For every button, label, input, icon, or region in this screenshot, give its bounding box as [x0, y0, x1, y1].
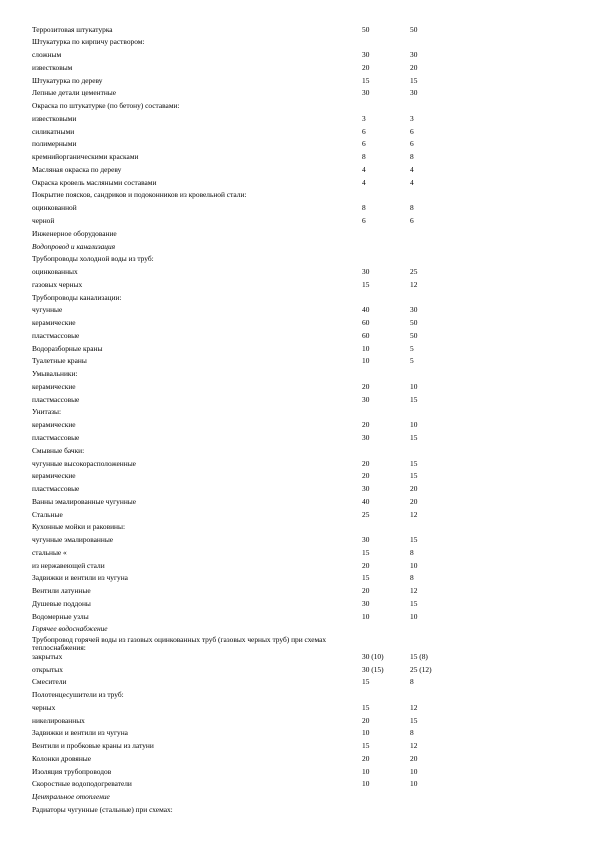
row-label: сложным: [32, 50, 62, 60]
value-column-2: 4: [410, 164, 414, 174]
table-row: [32, 86, 572, 99]
value-column-1: 15: [362, 741, 370, 751]
section-heading-row: [32, 622, 572, 635]
table-row: [32, 701, 572, 714]
table-row: [32, 291, 572, 304]
row-label: черных: [32, 702, 56, 712]
value-column-1: 20: [362, 586, 370, 596]
value-column-1: 20: [362, 560, 370, 570]
value-column-2: 10: [410, 611, 418, 621]
table-row: [32, 508, 572, 521]
value-column-2: 10: [410, 420, 418, 430]
row-label: Изоляция трубопроводов: [32, 766, 112, 776]
value-column-2: 50: [410, 318, 418, 328]
value-column-2: 8: [410, 728, 414, 738]
row-label: пластмассовые: [32, 433, 80, 442]
row-label: Штукатурка по дереву: [32, 75, 103, 85]
row-label: Окраска кровель масляными составами: [32, 177, 157, 187]
row-label: Водомерные узлы: [32, 611, 89, 621]
value-column-1: 4: [362, 164, 366, 174]
value-column-2: 12: [410, 509, 418, 519]
value-column-2: 5: [410, 356, 414, 366]
value-column-1: 30: [362, 484, 370, 494]
table-row: [32, 714, 572, 727]
table-row: [32, 650, 572, 663]
value-column-1: 15: [362, 573, 370, 583]
value-column-1: 30: [362, 267, 370, 277]
table-row: [32, 739, 572, 752]
row-label: пластмассовые: [32, 330, 80, 340]
row-label: полимерными: [32, 139, 77, 149]
row-label: Ванны эмалированные чугунные: [32, 496, 137, 506]
value-column-1: 6: [362, 215, 366, 225]
row-label: Трубопроводы холодной воды из труб:: [32, 254, 154, 264]
table-row: [32, 444, 572, 457]
value-column-1: 30: [362, 535, 370, 545]
table-row: [32, 663, 572, 676]
row-label: закрытых: [32, 651, 63, 661]
value-column-1: 10: [362, 779, 370, 789]
table-row: [32, 457, 572, 470]
row-label: оцинкованных: [32, 267, 78, 277]
value-column-2: 5: [410, 343, 414, 353]
table-row: [32, 520, 572, 533]
value-column-2: 25: [410, 267, 418, 277]
table-row: [32, 176, 572, 189]
table-row: [32, 482, 572, 495]
value-column-2: 12: [410, 741, 418, 751]
value-column-2: 15: [410, 75, 418, 85]
value-column-1: 20: [362, 62, 370, 72]
table-row: [32, 188, 572, 201]
section-heading-row: [32, 240, 572, 253]
value-column-1: 4: [362, 177, 366, 187]
value-column-1: 25: [362, 509, 370, 519]
table-row: [32, 597, 572, 610]
row-label: Смывные бачки:: [32, 445, 85, 455]
table-row: [32, 112, 572, 125]
row-label: Умывальники:: [32, 369, 78, 379]
value-column-1: 20: [362, 381, 370, 391]
row-label: известковым: [32, 62, 73, 72]
value-column-1: 30: [362, 50, 370, 60]
row-label: из нержавеющей стали: [32, 560, 105, 570]
value-column-1: 20: [362, 420, 370, 430]
value-column-1: 10: [362, 611, 370, 621]
value-column-2: 4: [410, 177, 414, 187]
row-label: керамические: [32, 381, 76, 391]
row-label: Трубопровод горячей воды из газовых оцинкованных труб (газовых черных труб) при схемах теплоснабжения:: [32, 634, 327, 653]
value-column-2: 8: [410, 573, 414, 583]
table-row: [32, 137, 572, 150]
value-column-2: 12: [410, 586, 418, 596]
value-column-1: 30: [362, 433, 370, 442]
table-row: [32, 227, 572, 240]
table-row: [32, 393, 572, 406]
value-column-1: 30 (10): [362, 651, 384, 661]
value-column-2: 10: [410, 766, 418, 776]
value-column-1: 20: [362, 458, 370, 468]
value-column-1: 60: [362, 318, 370, 328]
value-column-1: 6: [362, 139, 366, 149]
value-column-2: 30: [410, 88, 418, 98]
row-label: Вентили и пробковые краны из латуни: [32, 741, 154, 751]
table-row: [32, 469, 572, 482]
row-label: керамические: [32, 420, 76, 430]
row-label: чугунные высокорасположенные: [32, 458, 136, 468]
row-label: черной: [32, 215, 55, 225]
row-label: газовых черных: [32, 279, 83, 289]
row-label: Задвижки и вентили из чугуна: [32, 728, 128, 738]
table-row: [32, 316, 572, 329]
row-label: Террозитовая штукатурка: [32, 24, 113, 34]
row-label: Инженерное оборудование: [32, 228, 117, 238]
row-label: Вентили латунные: [32, 586, 91, 596]
row-label: Центральное отопление: [32, 792, 110, 802]
table-row: [32, 150, 572, 163]
row-label: чугунные: [32, 305, 63, 315]
table-row: [32, 675, 572, 688]
value-column-1: 50: [362, 24, 370, 34]
table-row: [32, 201, 572, 214]
value-column-1: 60: [362, 330, 370, 340]
row-label: Трубопроводы канализации:: [32, 292, 122, 302]
row-label: Полотенцесушители из труб:: [32, 690, 124, 700]
row-label: Покрытие поясков, сандриков и подоконников из кровельной стали:: [32, 190, 247, 200]
value-column-2: 15: [410, 433, 418, 442]
value-column-2: 15: [410, 598, 418, 608]
row-label: Окраска по штукатурке (по бетону) составами:: [32, 101, 180, 111]
table-row: [32, 74, 572, 87]
value-column-1: 15: [362, 75, 370, 85]
table-row: [32, 367, 572, 380]
value-column-1: 40: [362, 305, 370, 315]
value-column-2: 15 (8): [410, 651, 428, 661]
row-label: Радиаторы чугунные (стальные) при схемах:: [32, 804, 173, 814]
value-column-1: 15: [362, 702, 370, 712]
value-column-2: 30: [410, 305, 418, 315]
row-label: пластмассовые: [32, 394, 80, 404]
table-row: [32, 354, 572, 367]
table-row: [32, 380, 572, 393]
table-row: [32, 252, 572, 265]
table-row: [32, 431, 572, 444]
table-row: [32, 546, 572, 559]
row-label: Лепные детали цементные: [32, 88, 117, 98]
value-column-1: 15: [362, 547, 370, 557]
value-column-2: 20: [410, 62, 418, 72]
table-row: [32, 48, 572, 61]
table-row: [32, 777, 572, 790]
value-column-2: 20: [410, 496, 418, 506]
table-row: [32, 265, 572, 278]
table-row: [32, 99, 572, 112]
value-column-2: 12: [410, 702, 418, 712]
value-column-1: 10: [362, 766, 370, 776]
row-label: известковыми: [32, 113, 77, 123]
table-row: [32, 765, 572, 778]
table-row: [32, 495, 572, 508]
table-row: [32, 125, 572, 138]
table-row: [32, 634, 572, 653]
value-column-2: 20: [410, 484, 418, 494]
row-label: Водопровод и канализация: [32, 241, 116, 251]
row-label: Кухонные мойки и раковины:: [32, 522, 126, 532]
value-column-2: 20: [410, 753, 418, 763]
table-row: [32, 688, 572, 701]
value-column-2: 10: [410, 560, 418, 570]
value-column-2: 15: [410, 535, 418, 545]
table-row: [32, 278, 572, 291]
service-life-table: [32, 23, 572, 816]
value-column-1: 3: [362, 113, 366, 123]
value-column-1: 30 (15): [362, 664, 384, 674]
value-column-2: 8: [410, 203, 414, 213]
row-label: Горячее водоснабжение: [32, 624, 108, 634]
table-row: [32, 610, 572, 623]
value-column-1: 20: [362, 471, 370, 481]
value-column-1: 30: [362, 394, 370, 404]
value-column-1: 6: [362, 126, 366, 136]
value-column-2: 15: [410, 394, 418, 404]
value-column-1: 10: [362, 343, 370, 353]
row-label: кремнийорганическими красками: [32, 152, 139, 162]
table-row: [32, 533, 572, 546]
row-label: керамические: [32, 471, 76, 481]
row-label: Водоразборные краны: [32, 343, 103, 353]
table-row: [32, 418, 572, 431]
value-column-2: 10: [410, 779, 418, 789]
table-row: [32, 214, 572, 227]
row-label: Штукатурка по кирпичу раствором:: [32, 37, 145, 47]
row-label: Туалетные краны: [32, 356, 87, 366]
value-column-1: 10: [362, 356, 370, 366]
value-column-2: 50: [410, 24, 418, 34]
value-column-2: 10: [410, 381, 418, 391]
table-row: [32, 61, 572, 74]
table-row: [32, 752, 572, 765]
table-row: [32, 23, 572, 36]
row-label: открытых: [32, 664, 63, 674]
row-label: чугунные эмалированные: [32, 535, 114, 545]
table-row: [32, 559, 572, 572]
value-column-1: 30: [362, 88, 370, 98]
row-label: оцинкованной: [32, 203, 77, 213]
value-column-2: 25 (12): [410, 664, 432, 674]
row-label: силикатными: [32, 126, 75, 136]
value-column-2: 30: [410, 50, 418, 60]
table-row: [32, 726, 572, 739]
table-row: [32, 571, 572, 584]
value-column-2: 6: [410, 126, 414, 136]
value-column-1: 8: [362, 152, 366, 162]
table-row: [32, 584, 572, 597]
value-column-1: 10: [362, 728, 370, 738]
row-label: Колонки дровяные: [32, 753, 92, 763]
row-label: Стальные: [32, 509, 63, 519]
row-label: никелированных: [32, 715, 85, 725]
value-column-1: 8: [362, 203, 366, 213]
table-row: [32, 35, 572, 48]
value-column-2: 8: [410, 152, 414, 162]
table-row: [32, 163, 572, 176]
value-column-2: 3: [410, 113, 414, 123]
value-column-2: 8: [410, 547, 414, 557]
row-label: пластмассовые: [32, 484, 80, 494]
table-row: [32, 405, 572, 418]
value-column-2: 15: [410, 471, 418, 481]
value-column-1: 20: [362, 715, 370, 725]
table-row: [32, 803, 572, 816]
row-label: керамические: [32, 318, 76, 328]
row-label: Масляная окраска по дереву: [32, 164, 122, 174]
value-column-2: 15: [410, 715, 418, 725]
value-column-1: 15: [362, 677, 370, 687]
table-row: [32, 303, 572, 316]
table-row: [32, 342, 572, 355]
value-column-1: 30: [362, 598, 370, 608]
value-column-2: 12: [410, 279, 418, 289]
value-column-1: 40: [362, 496, 370, 506]
value-column-2: 8: [410, 677, 414, 687]
row-label: Душевые поддоны: [32, 598, 91, 608]
value-column-2: 6: [410, 215, 414, 225]
value-column-2: 50: [410, 330, 418, 340]
table-row: [32, 329, 572, 342]
value-column-1: 20: [362, 753, 370, 763]
value-column-2: 15: [410, 458, 418, 468]
row-label: Смесители: [32, 677, 67, 687]
row-label: Унитазы:: [32, 407, 62, 417]
value-column-2: 6: [410, 139, 414, 149]
value-column-1: 15: [362, 279, 370, 289]
row-label: Скоростные водоподогреватели: [32, 779, 132, 789]
row-label: Задвижки и вентили из чугуна: [32, 573, 128, 583]
row-label: стальные «: [32, 547, 67, 557]
section-heading-row: [32, 790, 572, 803]
